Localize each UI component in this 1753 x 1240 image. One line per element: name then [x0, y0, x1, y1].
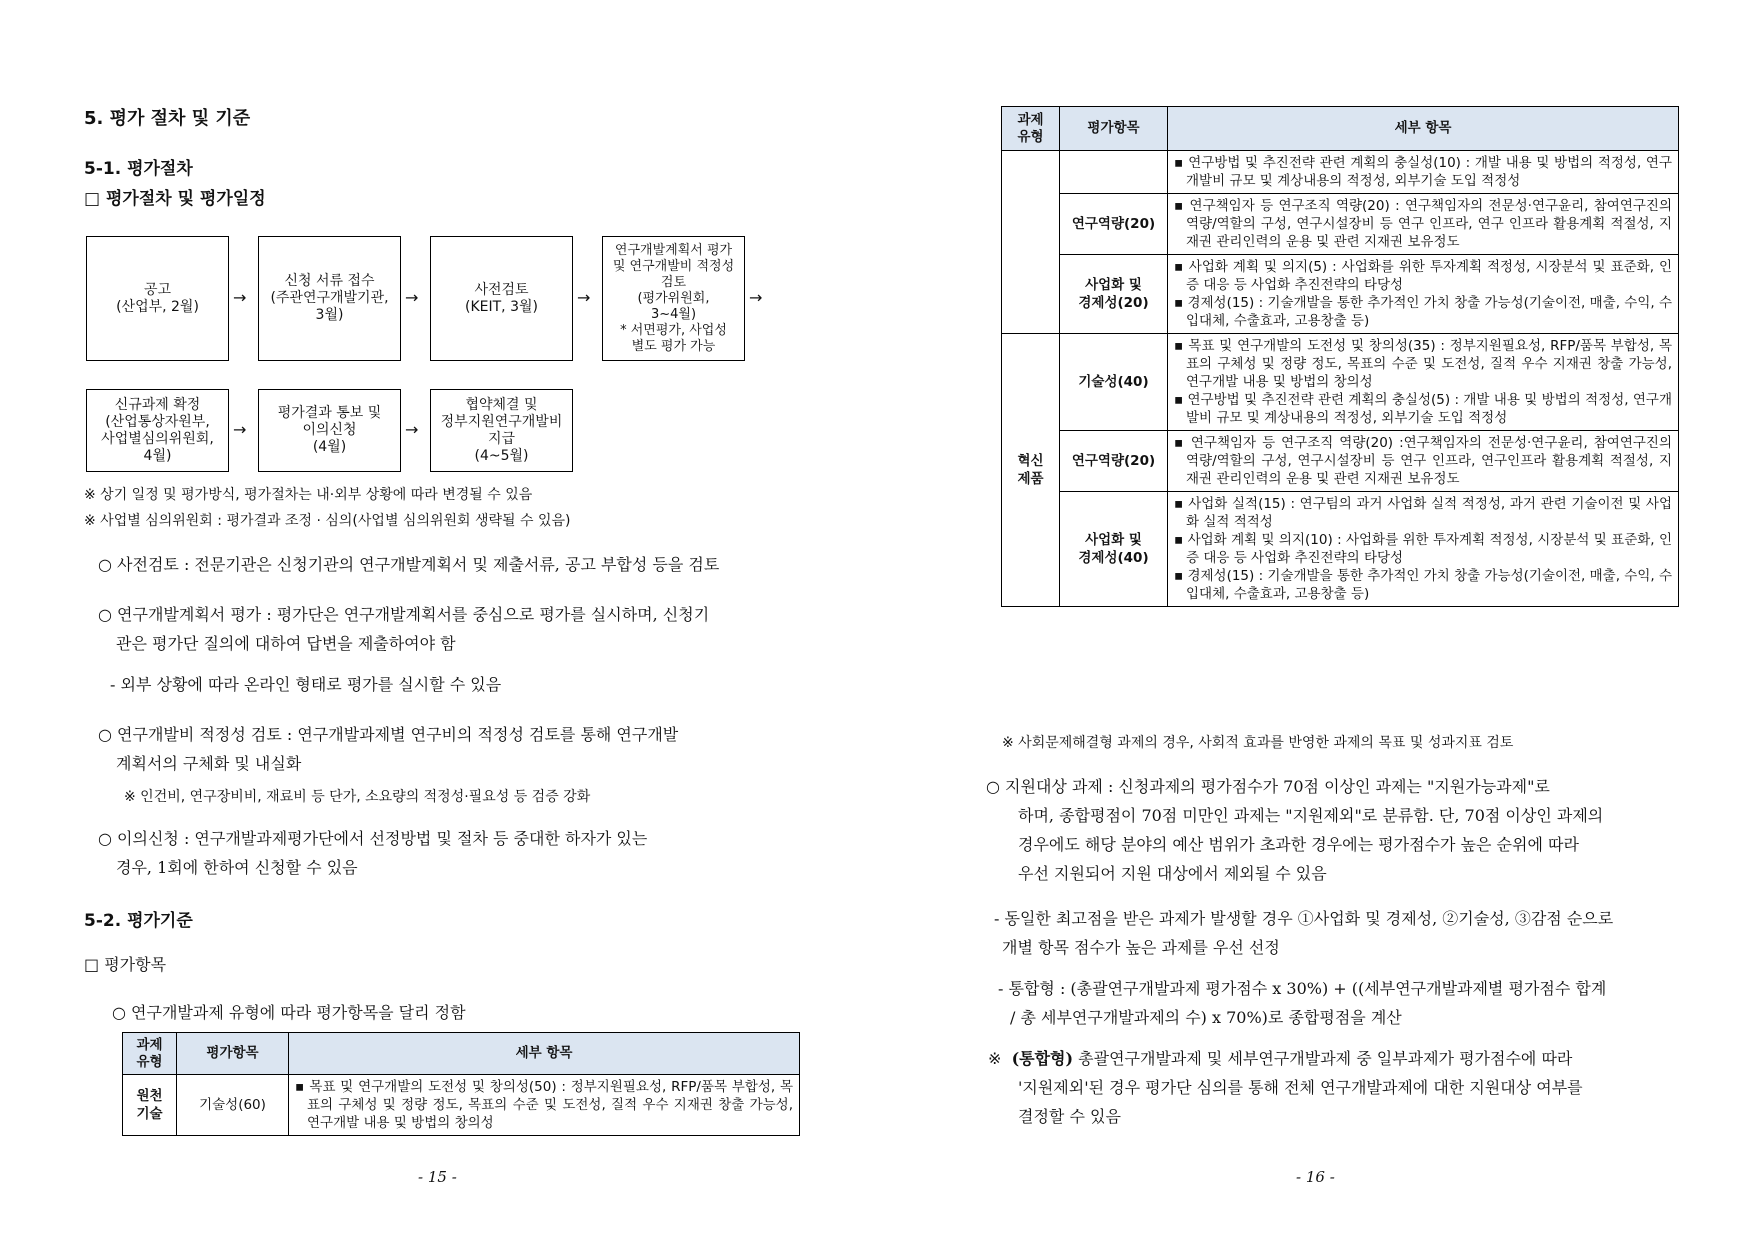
col-header-type: 과제 유형 [123, 1033, 177, 1075]
para-support-line4: 우선 지원되어 지원 대상에서 제외될 수 있음 [1018, 864, 1327, 883]
detail-cell: ▪ 목표 및 연구개발의 도전성 및 창의성(50) : 정부지원필요성, RFP/품목 부합성, 목표의 구체성 및 정량 정도, 목표의 수준 및 도전성, 질적 우수 지재권 창출 가능성, 연구개발 내용 및 방법의 창의성 [289, 1075, 800, 1136]
page-15 [0, 0, 876, 1240]
para-support-line2: 하며, 종합평점이 70점 미만인 과제는 "지원제외"로 분류함. 단, 70점 이상인 과제의 [1018, 806, 1604, 825]
col-header-category: 평가항목 [1060, 107, 1168, 151]
table-row [1002, 431, 1679, 492]
item-plan-eval-line2: 관은 평가단 질의에 대하여 답변을 제출하여야 함 [116, 634, 456, 653]
col-header-type: 과제 유형 [1002, 107, 1060, 151]
page-number: - 15 - [418, 1168, 457, 1186]
flow-arrow: → [749, 288, 763, 307]
note-schedule: ※ 상기 일정 및 평가방식, 평가절차는 내·외부 상황에 따라 변경될 수 있음 [84, 487, 533, 503]
detail-cell: ▪ 사업화 실적(15) : 연구팀의 과거 사업화 실적 적정성, 과거 관련 기술이전 및 사업화 실적 적적성 ▪ 사업화 계획 및 의지(10) : 사업화를 위한 투자계획 적정성, 시장분석 및 표준화, 인증 대응 등 사업화 추진전략의 타당성 ▪ 경제성(15) : 기술개발을 통한 추가적인 가치 창출 가능성(기술이전, 매출, 수익, 수입대체, 수출효과, 고용창출 등) [1168, 492, 1679, 607]
category-cell: 기술성(60) [177, 1075, 289, 1136]
item-budget-line1: ○ 연구개발비 적정성 검토 : 연구개발과제별 연구비의 적정성 검토를 통해 연구개발 [98, 725, 679, 744]
detail-cell: ▪ 사업화 계획 및 의지(5) : 사업화를 위한 투자계획 적정성, 시장분석 및 표준화, 인증 대응 등 사업화 추진전략의 타당성 ▪ 경제성(15) : 기술개발을 통한 추가적인 가치 창출 가능성(기술이전, 매출, 수익, 수입대체, 수출효과, 고용창출 등) [1168, 255, 1679, 334]
detail-cell: ▪ 연구책임자 등 연구조직 역량(20) :연구책임자의 전문성·연구윤리, 참여연구진의 역량/역할의 구성, 연구시설장비 등 연구 인프라, 연구인프라 활용계획 적절성, 지재권 관리인력의 운용 및 관련 지재권 보유정도 [1168, 431, 1679, 492]
para-integrated-note-line1: ※ (통합형) 총괄연구개발과제 및 세부연구개발과제 중 일부과제가 평가점수에 따라 [988, 1049, 1573, 1068]
detail-cell: ▪ 연구책임자 등 연구조직 역량(20) : 연구책임자의 전문성·연구윤리, 참여연구진의 역량/역할의 구성, 연구시설장비 등 연구 인프라, 연구 인프라 활용계획 적절성, 지재권 관리인력의 운용 및 관련 지재권 보유정도 [1168, 194, 1679, 255]
item-budget-note: ※ 인건비, 연구장비비, 재료비 등 단가, 소요량의 적정성·필요성 등 검증 강화 [124, 789, 591, 805]
category-cell: 기술성(40) [1060, 334, 1168, 431]
para-tie-line1: - 동일한 최고점을 받은 과제가 발생할 경우 ①사업화 및 경제성, ②기술성, ③감점 순으로 [994, 909, 1614, 928]
flow-arrow: → [233, 420, 247, 439]
item-appeal-line1: ○ 이의신청 : 연구개발과제평가단에서 선정방법 및 절차 등 중대한 하자가 있는 [98, 829, 648, 848]
page-16 [876, 0, 1753, 1240]
evaluation-table-p15 [122, 1032, 800, 1136]
subsection-criteria: 5-2. 평가기준 [84, 911, 193, 931]
item-prereview: ○ 사전검토 : 전문기관은 신청기관의 연구개발계획서 및 제출서류, 공고 부합성 등을 검토 [98, 555, 720, 574]
flow-step-submission: 신청 서류 접수 (주관연구개발기관, 3월) [258, 236, 401, 361]
type-cell-innovative: 혁신 제품 [1002, 334, 1060, 607]
para-tie-line2: 개별 항목 점수가 높은 과제를 우선 선정 [1002, 938, 1280, 957]
criteria-items-title: □ 평가항목 [84, 955, 167, 974]
table-row [1002, 492, 1679, 607]
table-row [1002, 255, 1679, 334]
criteria-intro: ○ 연구개발과제 유형에 따라 평가항목을 달리 정함 [112, 1003, 466, 1022]
para-integrated-line1: - 통합형 : (총괄연구개발과제 평가점수 x 30%) + ((세부연구개발과제별 평가점수 합계 [998, 979, 1607, 998]
flow-arrow: → [233, 288, 247, 307]
table-row [123, 1075, 800, 1136]
item-budget-line2: 계획서의 구체화 및 내실화 [116, 754, 302, 773]
item-plan-eval-line1: ○ 연구개발계획서 평가 : 평가단은 연구개발계획서를 중심으로 평가를 실시하며, 신청기 [98, 605, 710, 624]
category-cell: 연구역량(20) [1060, 194, 1168, 255]
col-header-detail: 세부 항목 [289, 1033, 800, 1075]
para-support-line3: 경우에도 해당 분야의 예산 범위가 초과한 경우에는 평가점수가 높은 순위에 따라 [1018, 835, 1579, 854]
category-cell: 사업화 및 경제성(40) [1060, 492, 1168, 607]
table-row [1002, 334, 1679, 431]
flow-step-agreement: 협약체결 및 정부지원연구개발비 지급 (4~5월) [430, 389, 573, 472]
flow-arrow: → [405, 288, 419, 307]
procedure-schedule-title: □ 평가절차 및 평가일정 [84, 189, 266, 209]
type-cell-basic: 원천 기술 [123, 1075, 177, 1136]
subsection-procedure: 5-1. 평가절차 [84, 159, 193, 179]
para-integrated-note-line3: 결정할 수 있음 [1018, 1107, 1121, 1126]
category-cell: 연구역량(20) [1060, 431, 1168, 492]
page-number: - 16 - [1296, 1168, 1335, 1186]
flow-arrow: → [577, 288, 591, 307]
type-cell-continued [1002, 151, 1060, 334]
section-heading: 5. 평가 절차 및 기준 [84, 108, 251, 129]
detail-cell: ▪ 목표 및 연구개발의 도전성 및 창의성(35) : 정부지원필요성, RFP/품목 부합성, 목표의 구체성 및 정량 정도, 목표의 수준 및 도전성, 질적 우수 지재권 창출 가능성, 연구개발 내용 및 방법의 창의성 ▪ 연구방법 및 추진전략 관련 계획의 충실성(5) : 개발 내용 및 방법의 적정성, 연구개발비 규모 및 계상내용의 적정성, 외부기술 도입 적정성 [1168, 334, 1679, 431]
flow-step-announcement: 공고 (산업부, 2월) [86, 236, 229, 361]
item-appeal-line2: 경우, 1회에 한하여 신청할 수 있음 [116, 858, 358, 877]
table-row [1002, 151, 1679, 194]
category-cell [1060, 151, 1168, 194]
note-committee: ※ 사업별 심의위원회 : 평가결과 조정 · 심의(사업별 심의위원회 생략될 수 있음) [84, 513, 571, 529]
flow-arrow: → [405, 420, 419, 439]
note-social-problem: ※ 사회문제해결형 과제의 경우, 사회적 효과를 반영한 과제의 목표 및 성과지표 검토 [1002, 735, 1514, 751]
detail-cell: ▪ 연구방법 및 추진전략 관련 계획의 충실성(10) : 개발 내용 및 방법의 적정성, 연구개발비 규모 및 계상내용의 적정성, 외부기술 도입 적정성 [1168, 151, 1679, 194]
para-integrated-note-line2: '지원제외'된 경우 평가단 심의를 통해 전체 연구개발과제에 대한 지원대상 여부를 [1018, 1078, 1583, 1097]
para-integrated-line2: / 총 세부연구개발과제의 수) x 70%)로 종합평점을 계산 [1010, 1008, 1402, 1027]
table-row [1002, 194, 1679, 255]
flow-step-prereview: 사전검토 (KEIT, 3월) [430, 236, 573, 361]
category-cell: 사업화 및 경제성(20) [1060, 255, 1168, 334]
item-plan-eval-online: - 외부 상황에 따라 온라인 형태로 평가를 실시할 수 있음 [110, 675, 502, 694]
evaluation-table-p16 [1001, 106, 1679, 607]
flow-step-evaluation: 연구개발계획서 평가 및 연구개발비 적정성 검토 (평가위원회, 3~4월) * 서면평가, 사업성 별도 평가 가능 [602, 236, 745, 361]
col-header-category: 평가항목 [177, 1033, 289, 1075]
flow-step-confirmation: 신규과제 확정 (산업통상자원부, 사업별심의위원회, 4월) [86, 389, 229, 472]
para-support-line1: ○ 지원대상 과제 : 신청과제의 평가점수가 70점 이상인 과제는 "지원가능과제"로 [986, 777, 1550, 796]
col-header-detail: 세부 항목 [1168, 107, 1679, 151]
flow-step-notification: 평가결과 통보 및 이의신청 (4월) [258, 389, 401, 472]
